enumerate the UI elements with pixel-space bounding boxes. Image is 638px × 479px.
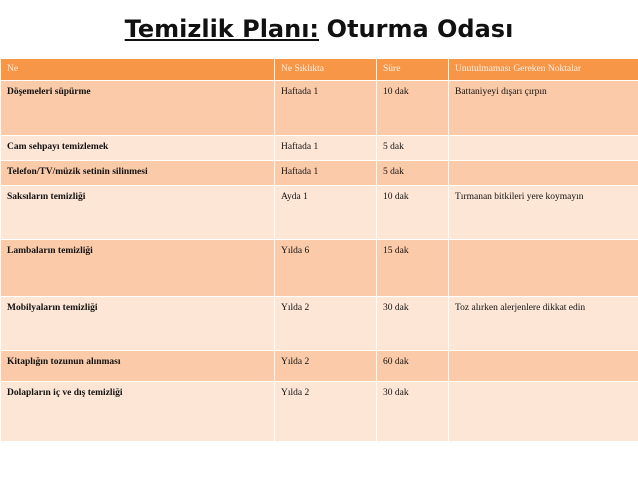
frequency-cell: Haftada 1 bbox=[275, 136, 377, 161]
duration-cell: 10 dak bbox=[377, 186, 449, 240]
table-row bbox=[1, 136, 638, 161]
task-cell: Döşemeleri süpürme bbox=[1, 81, 275, 136]
task-cell: Kitaplığın tozunun alınması bbox=[1, 351, 275, 382]
task-cell: Mobilyaların temizliği bbox=[1, 297, 275, 351]
notes-cell: Toz alırken alerjenlere dikkat edin bbox=[449, 297, 638, 351]
header-row bbox=[1, 59, 638, 81]
task-cell: Cam sehpayı temizlemek bbox=[1, 136, 275, 161]
table-row bbox=[1, 81, 638, 136]
notes-cell bbox=[449, 382, 638, 442]
header-duration: Süre bbox=[377, 59, 449, 81]
frequency-cell: Yılda 2 bbox=[275, 351, 377, 382]
header-notes: Unutulmaması Gereken Noktalar bbox=[449, 59, 638, 81]
task-cell: Saksıların temizliği bbox=[1, 186, 275, 240]
frequency-cell: Yılda 2 bbox=[275, 297, 377, 351]
page-title bbox=[0, 14, 638, 44]
header-task: Ne bbox=[1, 59, 275, 81]
cleaning-plan-table bbox=[0, 58, 638, 442]
notes-cell bbox=[449, 351, 638, 382]
title-sub: Oturma Odası bbox=[326, 15, 514, 43]
notes-cell bbox=[449, 161, 638, 186]
frequency-cell: Yılda 6 bbox=[275, 240, 377, 297]
notes-cell bbox=[449, 240, 638, 297]
table-row bbox=[1, 161, 638, 186]
duration-cell: 5 dak bbox=[377, 136, 449, 161]
frequency-cell: Yılda 2 bbox=[275, 382, 377, 442]
task-cell: Lambaların temizliği bbox=[1, 240, 275, 297]
table-row bbox=[1, 240, 638, 297]
frequency-cell: Ayda 1 bbox=[275, 186, 377, 240]
duration-cell: 60 dak bbox=[377, 351, 449, 382]
task-cell: Dolapların iç ve dış temizliği bbox=[1, 382, 275, 442]
title-main: Temizlik Planı: bbox=[124, 15, 320, 43]
frequency-cell: Haftada 1 bbox=[275, 81, 377, 136]
table-row bbox=[1, 186, 638, 240]
notes-cell bbox=[449, 136, 638, 161]
notes-cell: Tırmanan bitkileri yere koymayın bbox=[449, 186, 638, 240]
table-row bbox=[1, 297, 638, 351]
duration-cell: 30 dak bbox=[377, 382, 449, 442]
notes-cell: Battaniyeyi dışarı çırpın bbox=[449, 81, 638, 136]
duration-cell: 30 dak bbox=[377, 297, 449, 351]
header-frequency: Ne Sıklıkta bbox=[275, 59, 377, 81]
duration-cell: 5 dak bbox=[377, 161, 449, 186]
duration-cell: 15 dak bbox=[377, 240, 449, 297]
frequency-cell: Haftada 1 bbox=[275, 161, 377, 186]
table-row bbox=[1, 382, 638, 442]
duration-cell: 10 dak bbox=[377, 81, 449, 136]
task-cell: Telefon/TV/müzik setinin silinmesi bbox=[1, 161, 275, 186]
table-row bbox=[1, 351, 638, 382]
